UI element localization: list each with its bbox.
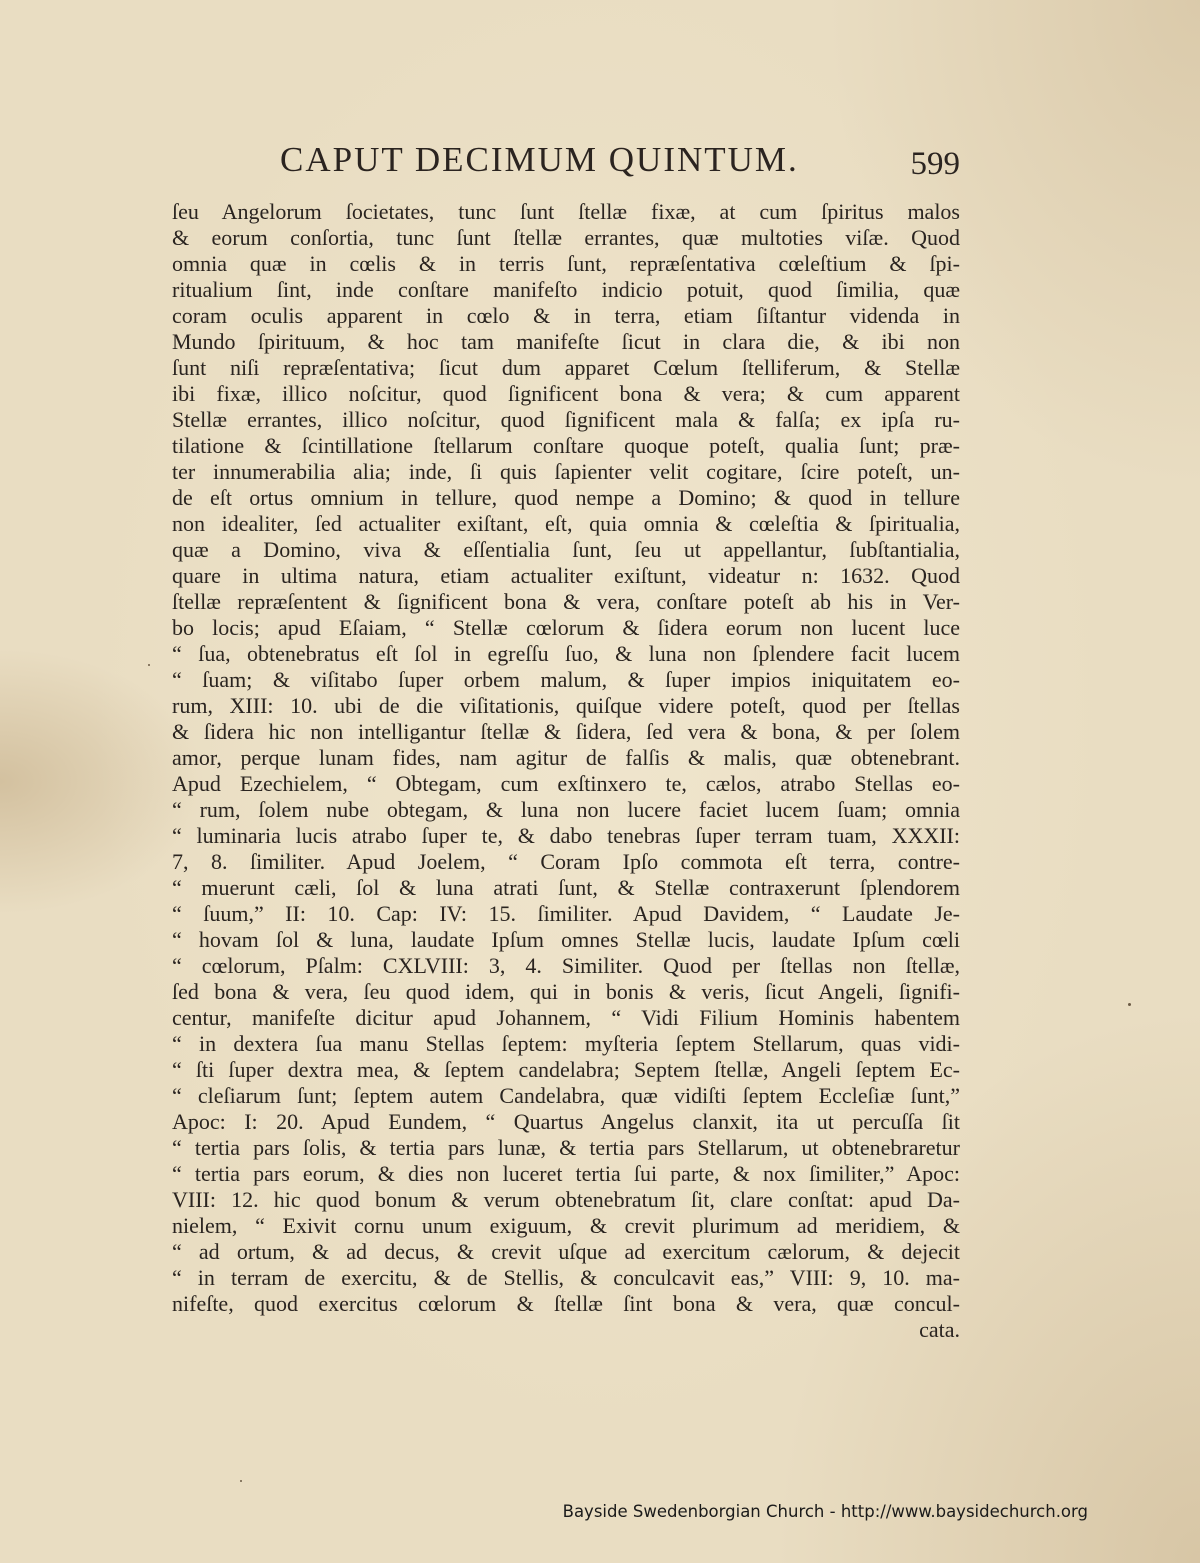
paper-speck xyxy=(1128,1003,1131,1006)
catchword: cata. xyxy=(919,1317,960,1342)
text-line: VIII: 12. hic quod bonum & verum obtenebratum ſit, clare conſtat: apud Da- xyxy=(172,1187,960,1212)
text-line: “ cœlorum, Pſalm: CXLVIII: 3, 4. Similiter. Quod per ſtellas non ſtellæ, xyxy=(172,953,960,978)
text-line: “ ſuum,” II: 10. Cap: IV: 15. ſimiliter. Apud Davidem, “ Laudate Je- xyxy=(172,901,960,926)
page-number: 599 xyxy=(910,146,960,182)
text-line: ſed bona & vera, ſeu quod idem, qui in bonis & veris, ſicut Angeli, ſignifi- xyxy=(172,979,960,1004)
text-line: “ cleſiarum ſunt; ſeptem autem Candelabra, quæ vidiſti ſeptem Eccleſiæ ſunt,” xyxy=(172,1083,960,1108)
text-line: ſtellæ repræſentent & ſignificent bona & vera, conſtare poteſt ab his in Ver- xyxy=(172,589,960,614)
text-line: amor, perque lunam fides, nam agitur de falſis & malis, quæ obtenebrant. xyxy=(172,745,960,770)
text-line: coram oculis apparent in cœlo & in terra, etiam ſiſtantur videnda in xyxy=(172,303,960,328)
text-line: “ tertia pars eorum, & dies non luceret tertia ſui parte, & nox ſimiliter,” Apoc: xyxy=(172,1161,960,1186)
text-line: “ rum, ſolem nube obtegam, & luna non lucere faciet lucem ſuam; omnia xyxy=(172,797,960,822)
text-line: tilatione & ſcintillatione ſtellarum conſtare quoque poteſt, qualia ſunt; præ- xyxy=(172,433,960,458)
text-line: nielem, “ Exivit cornu unum exiguum, & crevit plurimum ad meridiem, & xyxy=(172,1213,960,1238)
text-line: ſeu Angelorum ſocietates, tunc ſunt ſtellæ fixæ, at cum ſpiritus malos xyxy=(172,199,960,224)
text-line: Stellæ errantes, illico noſcitur, quod ſignificent mala & falſa; ex ipſa ru- xyxy=(172,407,960,432)
text-line: non idealiter, ſed actualiter exiſtant, eſt, quia omnia & cœleſtia & ſpiritualia, xyxy=(172,511,960,536)
text-line: ſunt niſi repræſentativa; ſicut dum apparet Cœlum ſtelliferum, & Stellæ xyxy=(172,355,960,380)
text-line: centur, manifeſte dicitur apud Johannem, “ Vidi Filium Hominis habentem xyxy=(172,1005,960,1030)
text-line: ritualium ſint, inde conſtare manifeſto indicio potuit, quod ſimilia, quæ xyxy=(172,277,960,302)
text-line: de eſt ortus omnium in tellure, quod nempe a Domino; & quod in tellure xyxy=(172,485,960,510)
footer-credit: Bayside Swedenborgian Church - http://www.baysidechurch.org xyxy=(562,1502,1088,1521)
text-line: “ in terram de exercitu, & de Stellis, & conculcavit eas,” VIII: 9, 10. ma- xyxy=(172,1265,960,1290)
text-line: quæ a Domino, viva & eſſentialia ſunt, ſeu ut appellantur, ſubſtantialia, xyxy=(172,537,960,562)
text-line: rum, XIII: 10. ubi de die viſitationis, quiſque videre poteſt, quod per ſtellas xyxy=(172,693,960,718)
text-line: nifeſte, quod exercitus cœlorum & ſtellæ ſint bona & vera, quæ concul- xyxy=(172,1291,960,1316)
paper-speck xyxy=(148,664,150,666)
running-head xyxy=(280,140,960,190)
text-line: Mundo ſpirituum, & hoc tam manifeſte ſicut in clara die, & ibi non xyxy=(172,329,960,354)
text-line: “ ſuam; & viſitabo ſuper orbem malum, & ſuper impios iniquitatem eo- xyxy=(172,667,960,692)
paper-speck xyxy=(240,1480,242,1482)
text-line: “ luminaria lucis atrabo ſuper te, & dabo tenebras ſuper terram tuam, XXXII: xyxy=(172,823,960,848)
text-line: “ ad ortum, & ad decus, & crevit uſque ad exercitum cælorum, & dejecit xyxy=(172,1239,960,1264)
text-line: quare in ultima natura, etiam actualiter exiſtunt, videatur n: 1632. Quod xyxy=(172,563,960,588)
chapter-title: CAPUT DECIMUM QUINTUM. xyxy=(280,140,799,179)
text-line: 7, 8. ſimiliter. Apud Joelem, “ Coram Ipſo commota eſt terra, contre- xyxy=(172,849,960,874)
text-line: ter innumerabilia alia; inde, ſi quis ſapienter velit cogitare, ſcire poteſt, un- xyxy=(172,459,960,484)
text-line: “ ſua, obtenebratus eſt ſol in egreſſu ſuo, & luna non ſplendere facit lucem xyxy=(172,641,960,666)
body-text xyxy=(172,199,960,1343)
text-line: “ ſti ſuper dextra mea, & ſeptem candelabra; Septem ſtellæ, Angeli ſeptem Ec- xyxy=(172,1057,960,1082)
text-line: Apud Ezechielem, “ Obtegam, cum exſtinxero te, cælos, atrabo Stellas eo- xyxy=(172,771,960,796)
text-line: ibi fixæ, illico noſcitur, quod ſignificent bona & vera; & cum apparent xyxy=(172,381,960,406)
text-line: “ hovam ſol & luna, laudate Ipſum omnes Stellæ lucis, laudate Ipſum cœli xyxy=(172,927,960,952)
text-line: Apoc: I: 20. Apud Eundem, “ Quartus Angelus clanxit, ita ut percuſſa ſit xyxy=(172,1109,960,1134)
text-line: & ſidera hic non intelligantur ſtellæ & ſidera, ſed vera & bona, & per ſolem xyxy=(172,719,960,744)
text-line: omnia quæ in cœlis & in terris ſunt, repræſentativa cœleſtium & ſpi- xyxy=(172,251,960,276)
text-line: “ muerunt cæli, ſol & luna atrati ſunt, & Stellæ contraxerunt ſplendorem xyxy=(172,875,960,900)
text-line: bo locis; apud Eſaiam, “ Stellæ cœlorum & ſidera eorum non lucent luce xyxy=(172,615,960,640)
text-line: “ in dextera ſua manu Stellas ſeptem: myſteria ſeptem Stellarum, quas vidi- xyxy=(172,1031,960,1056)
text-line: “ tertia pars ſolis, & tertia pars lunæ, & tertia pars Stellarum, ut obtenebraretur xyxy=(172,1135,960,1160)
text-line: & eorum conſortia, tunc ſunt ſtellæ errantes, quæ multoties viſæ. Quod xyxy=(172,225,960,250)
